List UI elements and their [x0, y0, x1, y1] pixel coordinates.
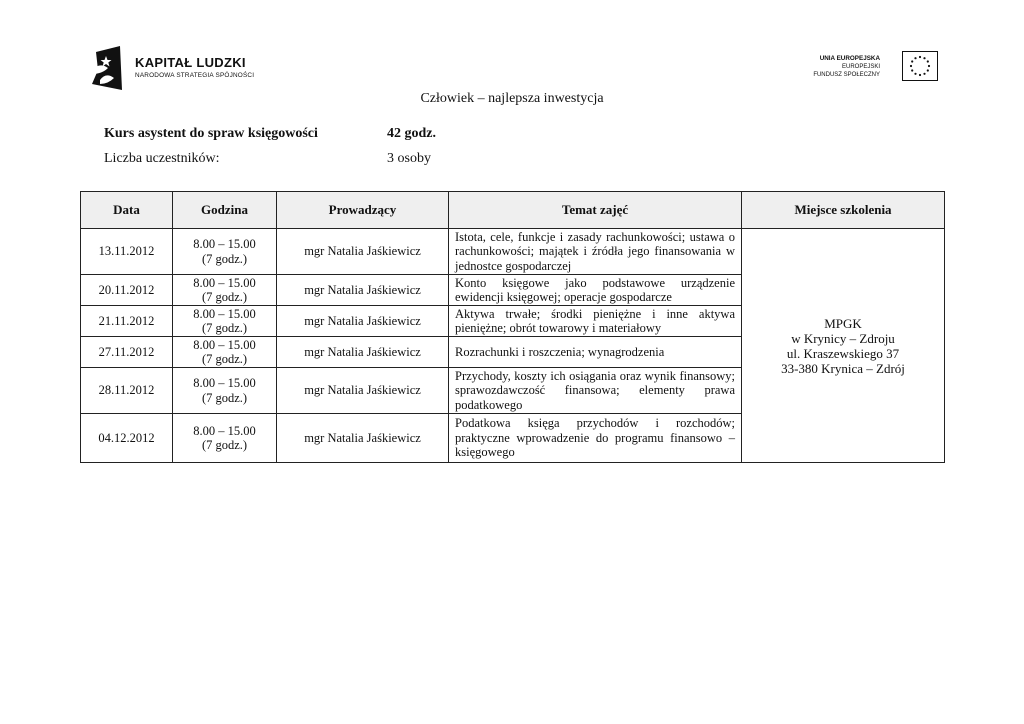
row-time: 8.00 – 15.00 [193, 275, 256, 290]
motto: Człowiek – najlepsza inwestycja [420, 91, 604, 106]
row-time: 8.00 – 15.00 [193, 237, 256, 251]
row-teacher: mgr Natalia Jaśkiewicz [277, 368, 449, 414]
participants-value: 3 osoby [387, 151, 431, 166]
header-date: Data [81, 192, 173, 229]
table-row [81, 229, 945, 275]
row-time: 8.00 – 15.00 [193, 306, 256, 321]
kapital-ludzki-logo [90, 44, 260, 92]
row-duration: (7 godz.) [201, 438, 248, 452]
row-duration: (7 godz.) [201, 251, 248, 266]
logo-title: KAPITAŁ LUDZKI [135, 55, 246, 70]
row-time-cell [173, 229, 277, 275]
place-line-2: w Krynicy – Zdroju [791, 330, 895, 346]
schedule-table [80, 191, 945, 463]
eu-logo [800, 50, 940, 84]
eu-logo-line2: EUROPEJSKI [841, 64, 880, 70]
row-date: 20.11.2012 [81, 275, 173, 306]
place-line-3: ul. Kraszewskiego 37 [786, 345, 900, 361]
row-time: 8.00 – 15.00 [193, 337, 256, 352]
row-topic: Konto księgowe jako podstawowe urządzenie ewidencji księgowej; operacje gospodarcze [449, 275, 742, 306]
course-hours: 42 godz. [387, 126, 436, 141]
row-topic: Podatkowa księga przychodów i rozchodów; praktyczne wprowadzenie do programu finansowo – księgowego [449, 414, 742, 463]
row-teacher: mgr Natalia Jaśkiewicz [277, 414, 449, 463]
row-time-cell [173, 337, 277, 368]
place-line-4: 33-380 Krynica – Zdrój [781, 360, 905, 376]
row-teacher: mgr Natalia Jaśkiewicz [277, 229, 449, 275]
row-topic: Rozrachunki i roszczenia; wynagrodzenia [449, 337, 742, 368]
kapital-ludzki-logo-icon [90, 44, 130, 92]
header-topic: Temat zajęć [449, 192, 742, 229]
logo-subtitle: NARODOWA STRATEGIA SPÓJNOŚCI [135, 72, 255, 79]
table-header-row [81, 192, 945, 229]
row-duration: (7 godz.) [201, 290, 248, 304]
row-date: 28.11.2012 [81, 368, 173, 414]
row-duration: (7 godz.) [201, 390, 248, 405]
row-time: 8.00 – 15.00 [193, 423, 256, 438]
header-place: Miejsce szkolenia [742, 192, 945, 229]
row-date: 13.11.2012 [81, 229, 173, 275]
row-topic: Przychody, koszty ich osiągania oraz wynik finansowy; sprawozdawczość finansowa; elementy prawa podatkowego [449, 368, 742, 414]
row-time-cell [173, 306, 277, 337]
row-date: 04.12.2012 [81, 414, 173, 463]
row-teacher: mgr Natalia Jaśkiewicz [277, 337, 449, 368]
eu-logo-line3: FUNDUSZ SPOŁECZNY [813, 72, 880, 78]
place-line-1: MPGK [824, 315, 862, 331]
row-time-cell [173, 368, 277, 414]
row-time: 8.00 – 15.00 [193, 376, 256, 390]
row-time-cell [173, 275, 277, 306]
row-teacher: mgr Natalia Jaśkiewicz [277, 306, 449, 337]
row-time-cell [173, 414, 277, 463]
eu-flag-icon [902, 51, 938, 81]
row-date: 27.11.2012 [81, 337, 173, 368]
row-duration: (7 godz.) [201, 352, 248, 366]
participants-label: Liczba uczestników: [104, 151, 220, 166]
place-cell [742, 229, 945, 463]
eu-logo-text [813, 55, 880, 79]
header-time: Godzina [173, 192, 277, 229]
eu-logo-line1: UNIA EUROPEJSKA [819, 55, 880, 62]
course-name: Kurs asystent do spraw księgowości [104, 126, 318, 141]
header-teacher: Prowadzący [277, 192, 449, 229]
row-topic: Istota, cele, funkcje i zasady rachunkowości; ustawa o rachunkowości; majątek i źródła jego finansowania w jednostce gospodarczej [449, 229, 742, 275]
row-topic: Aktywa trwałe; środki pieniężne i inne aktywa pieniężne; obrót towarowy i materiałowy [449, 306, 742, 337]
row-date: 21.11.2012 [81, 306, 173, 337]
row-duration: (7 godz.) [201, 321, 248, 335]
row-teacher: mgr Natalia Jaśkiewicz [277, 275, 449, 306]
